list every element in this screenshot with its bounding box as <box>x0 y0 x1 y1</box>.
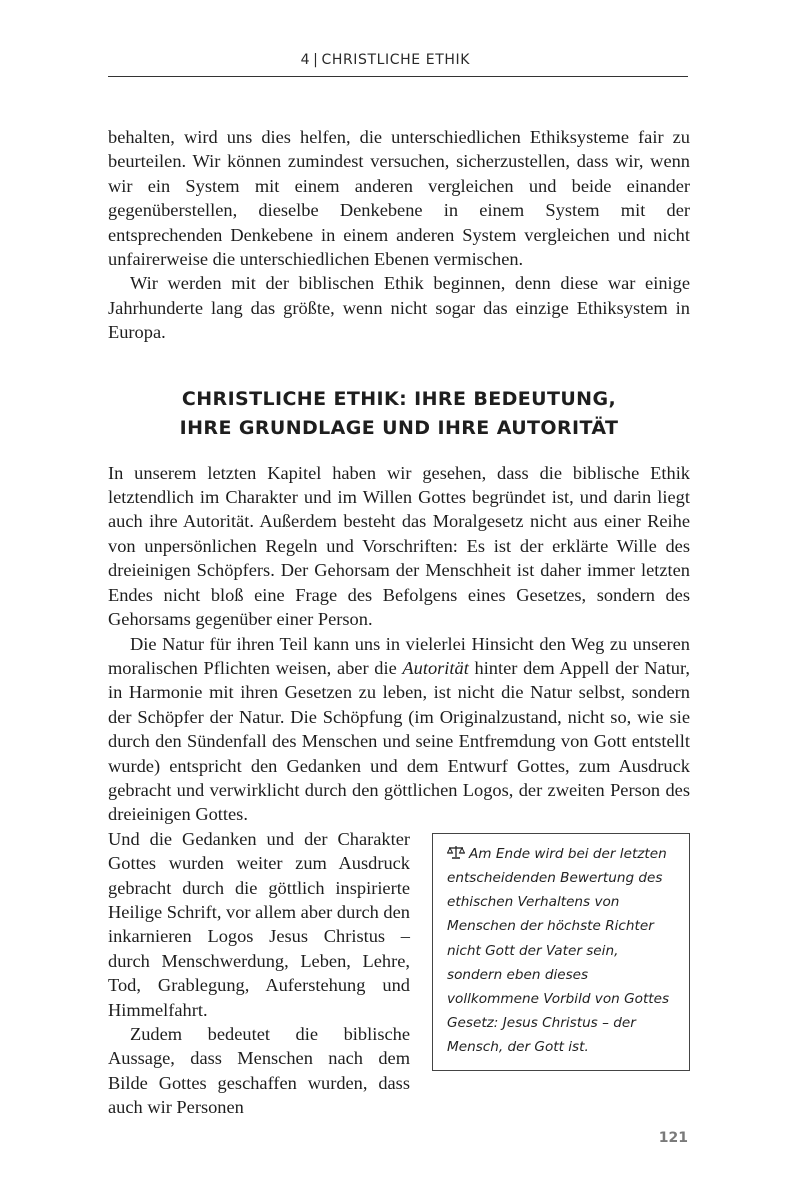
running-header <box>108 52 688 77</box>
section-paragraph-2 <box>108 632 690 827</box>
page-number: 121 <box>658 1130 688 1146</box>
paragraph-2-text-c: Und die Gedanken und der Charakter Gottes wurden weiter zum Ausdruck gebracht durch die göttlich inspirierte Heilige Schrift, vor allem aber durch den inkarnieren Logos Jesus Christus – durch Menschwerdung, Leben, Lehre, Tod, Grablegung, Auferstehung und Himmelfahrt. <box>108 828 410 1020</box>
page-body <box>108 125 690 1120</box>
callout-box <box>432 833 690 1071</box>
section-heading-line-2: IHRE GRUNDLAGE UND IHRE AUTORITÄT <box>179 416 619 439</box>
section-heading-line-1: CHRISTLICHE ETHIK: IHRE BEDEUTUNG, <box>181 387 617 410</box>
paragraph-2-text-b: hinter dem Appell der Natur, in Harmonie mit ihren Gesetzen zu leben, ist nicht die Natur selbst, sondern der Schöpfer der Natur. Die Schöpfung (im Originalzustand, nicht so, wie sie durch den Sündenfall des Menschen und seine Entfremdung von Gott entstellt wurde) entspricht den Gedanken und dem Entwurf Gottes, zum Ausdruck gebracht und verwirklicht durch den göttlichen Logos, der zweiten Person des dreieinigen Gottes. <box>108 657 690 825</box>
section-paragraph-1: In unserem letzten Kapitel haben wir gesehen, dass die biblische Ethik letztendlich im Charakter und im Willen Gottes begründet ist, und darin liegt auch ihre Autorität. Außerdem besteht das Moralgesetz nicht aus einer Reihe von unpersönlichen Regeln und Vorschriften: Es ist der erklärte Wille des dreieinigen Schöpfers. Der Gehorsam der Menschheit ist daher immer letzten Endes nicht bloß eine Frage des Befolgens eines Gesetzes, sondern des Gehorsams gegenüber einer Person. <box>108 462 690 630</box>
chapter-title: CHRISTLICHE ETHIK <box>321 52 470 68</box>
intro-paragraph-1: behalten, wird uns dies helfen, die unterschiedlichen Ethiksysteme fair zu beurteilen. Wir können zumindest versuchen, sicherzustellen, dass wir, wenn wir ein System mit einem anderen vergleichen und beide einander gegenüberstellen, dieselbe Denkebene in einem System mit der entsprechenden Denkebene in einem anderen System vergleichen und nicht unfairerweise die unterschiedlichen Ebenen vermischen. <box>108 127 690 270</box>
section-heading <box>108 385 690 443</box>
section-paragraph-3: Zudem bedeutet die biblische Aussage, dass Menschen nach dem Bilde Gottes geschaffen wurden, dass auch wir Personen <box>108 1024 410 1118</box>
callout-text: Am Ende wird bei der letzten entscheidenden Bewertung des ethischen Verhaltens von Menschen der höchste Richter nicht Gott der Vater sein, sondern eben dieses vollkommene Vorbild von Gottes Gesetz: Jesus Christus – der Mensch, der Gott ist. <box>447 845 670 1056</box>
scales-icon <box>447 843 465 857</box>
intro-paragraph-2: Wir werden mit der biblischen Ethik beginnen, denn diese war einige Jahrhunderte lang das größte, wenn nicht sogar das einzige Ethiksystem in Europa. <box>108 273 690 343</box>
header-separator: | <box>313 52 319 68</box>
paragraph-2-text-a: Die Natur für ihren Teil kann uns in vielerlei Hinsicht den Weg zu unseren moralischen Pflichten weisen, aber die <box>108 633 690 678</box>
emphasis-autoritaet: Autorität <box>402 657 469 678</box>
chapter-number: 4 <box>300 52 311 68</box>
